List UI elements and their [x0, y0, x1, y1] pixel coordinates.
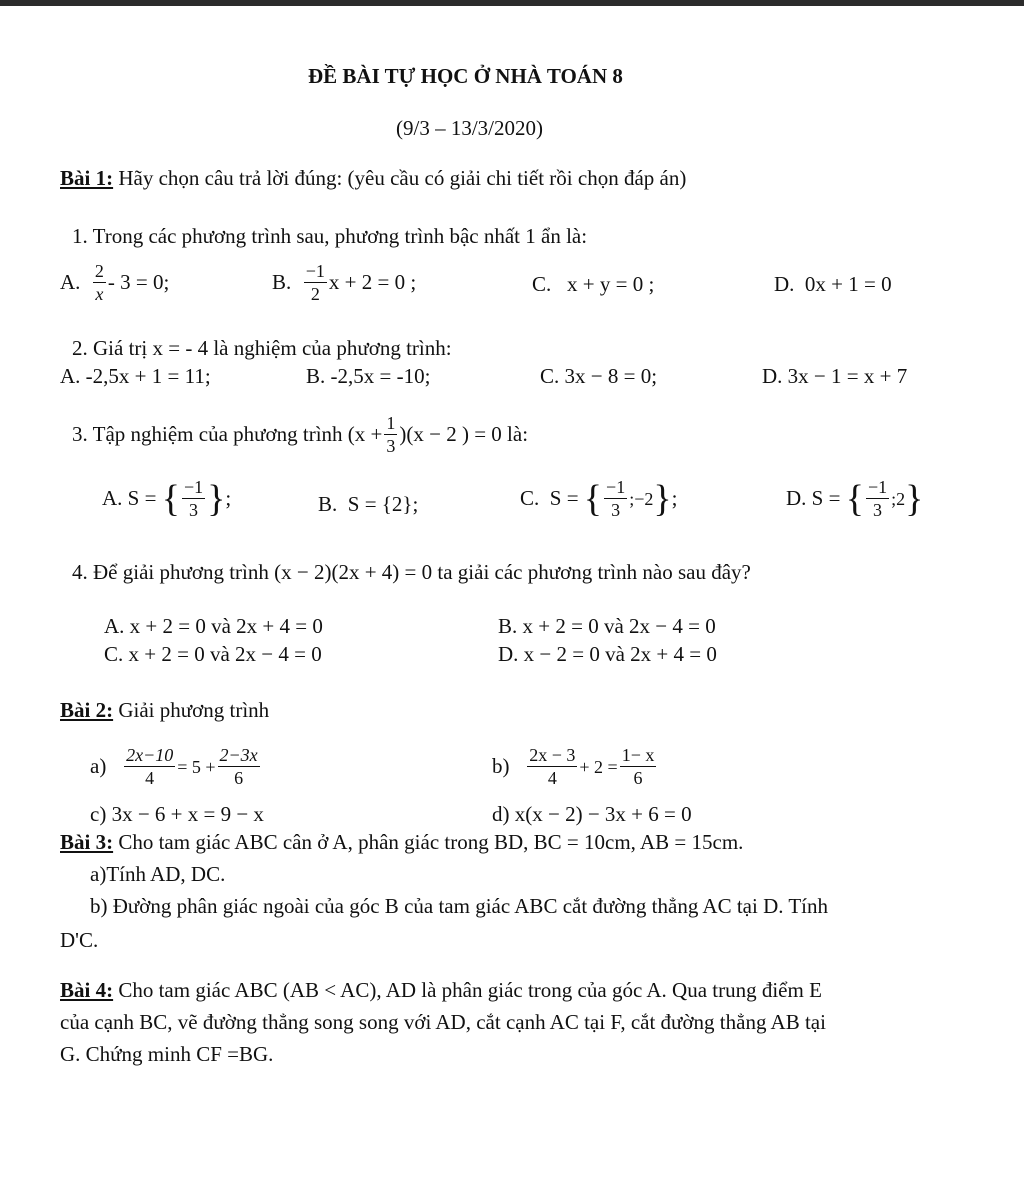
- q3-a-num: −1: [183, 477, 204, 497]
- q3-a-den: 3: [189, 500, 199, 520]
- q2-option-d: D. 3x − 1 = x + 7: [762, 364, 908, 388]
- bai2-a-frac1: [124, 746, 175, 787]
- q1-d-label: D.: [774, 272, 795, 296]
- bai2-b-frac1: [527, 746, 577, 787]
- bai2-b-num1: 2x − 3: [529, 745, 576, 765]
- q1-a-num: 2: [94, 261, 104, 281]
- q1-b-den: 2: [310, 284, 320, 304]
- q4-option-b: B. x + 2 = 0 và 2x − 4 = 0: [498, 614, 716, 638]
- q1-b-fraction: [304, 262, 327, 303]
- left-brace-icon: {: [583, 477, 603, 520]
- bai4-line1: [60, 980, 822, 1001]
- q1-option-b: [272, 262, 416, 303]
- q3-stem: [72, 414, 528, 455]
- q2-stem: 2. Giá trị x = - 4 là nghiệm của phương trình:: [72, 336, 452, 360]
- q3-option-d: [786, 478, 923, 519]
- q3-d-fraction: [866, 478, 889, 519]
- q3-d-den: 3: [873, 500, 883, 520]
- q1-c-text: x + y = 0 ;: [567, 272, 655, 296]
- bai2-a-label: a): [90, 754, 107, 778]
- q1-a-rest: - 3 = 0;: [107, 270, 170, 294]
- q3-a-label: A.: [102, 486, 123, 510]
- right-brace-icon: }: [207, 477, 226, 520]
- bai1-instruction: Hãy chọn câu trả lời đúng: (yêu cầu có giải chi tiết rồi chọn đáp án): [118, 166, 687, 190]
- bai2-a-num2: 2−3x: [219, 745, 258, 765]
- q3-stem-before: 3. Tập nghiệm của phương trình (x +: [72, 422, 383, 446]
- q3-stem-num: 1: [386, 413, 396, 433]
- bai4-line3: G. Chứng minh CF =BG.: [60, 1042, 274, 1066]
- bai3-part-b-line1: b) Đường phân giác ngoài của góc B của tam giác ABC cắt đường thẳng AC tại D. Tính: [90, 894, 829, 918]
- right-brace-icon: }: [653, 477, 672, 520]
- bai2-b-den1: 4: [547, 768, 557, 788]
- bai2-part-d: d) x(x − 2) − 3x + 6 = 0: [492, 802, 692, 826]
- bai2-a-frac2: [218, 746, 260, 787]
- q1-b-rest: x + 2 = 0 ;: [328, 270, 417, 294]
- q3-option-c: [520, 478, 677, 519]
- q3-d-num: −1: [867, 477, 888, 497]
- q2-option-b: B. -2,5x = -10;: [306, 364, 431, 388]
- top-border: [0, 0, 1024, 6]
- q1-option-c: [532, 274, 654, 295]
- date-range: (9/3 – 13/3/2020): [396, 116, 543, 140]
- bai3-text: Cho tam giác ABC cân ở A, phân giác trong BD, BC = 10cm, AB = 15cm.: [118, 830, 744, 854]
- left-brace-icon: {: [161, 477, 180, 520]
- q3-a-s: S =: [127, 486, 157, 510]
- q3-stem-den: 3: [386, 436, 396, 456]
- q1-a-fraction: [93, 262, 106, 303]
- q1-option-d: [774, 274, 892, 295]
- bai3-label: Bài 3:: [60, 830, 114, 854]
- bai2-part-a: [90, 746, 262, 787]
- bai2-b-num2: 1− x: [621, 745, 655, 765]
- bai2-a-num1: 2x−10: [126, 745, 174, 765]
- bai2-a-mid: = 5 +: [177, 756, 216, 777]
- bai3-heading: [60, 832, 743, 853]
- bai2-a-den1: 4: [145, 768, 155, 788]
- q3-c-rest: ;−2: [629, 488, 654, 509]
- q3-c-end: ;: [671, 486, 678, 510]
- q3-option-b: [318, 494, 418, 515]
- q3-c-den: 3: [611, 500, 621, 520]
- q3-c-s: S =: [549, 486, 579, 510]
- q3-b-label: B.: [318, 492, 338, 516]
- q3-c-num: −1: [606, 477, 626, 497]
- q3-d-s: S =: [811, 486, 841, 510]
- q1-b-label: B.: [272, 270, 292, 294]
- right-brace-icon: }: [905, 477, 924, 520]
- bai2-heading: [60, 700, 269, 721]
- bai2-b-den2: 6: [633, 768, 643, 788]
- bai2-instruction: Giải phương trình: [118, 698, 270, 722]
- left-brace-icon: {: [845, 477, 864, 520]
- bai3-part-b-line2: D'C.: [60, 928, 99, 952]
- q3-option-a: [102, 478, 231, 519]
- bai2-a-den2: 6: [234, 768, 244, 788]
- q4-stem: 4. Để giải phương trình (x − 2)(2x + 4) = 0 ta giải các phương trình nào sau đây?: [72, 560, 751, 584]
- q2-option-c: C. 3x − 8 = 0;: [540, 364, 658, 388]
- bai1-label: Bài 1:: [60, 166, 114, 190]
- q1-option-a: [60, 262, 169, 303]
- bai1-heading: [60, 168, 686, 189]
- q2-option-a: A. -2,5x + 1 = 11;: [60, 364, 211, 388]
- q3-c-label: C.: [520, 486, 540, 510]
- q1-stem: 1. Trong các phương trình sau, phương trình bậc nhất 1 ẩn là:: [72, 224, 588, 248]
- q1-b-num: −1: [305, 261, 325, 281]
- bai2-b-mid: + 2 =: [579, 756, 618, 777]
- q4-option-a: A. x + 2 = 0 và 2x + 4 = 0: [104, 614, 323, 638]
- q3-a-end: ;: [225, 486, 232, 510]
- q3-d-rest: ;2: [891, 488, 906, 509]
- q1-d-text: 0x + 1 = 0: [804, 272, 892, 296]
- bai2-label: Bài 2:: [60, 698, 114, 722]
- q3-stem-fraction: [384, 414, 397, 455]
- bai2-part-b: [492, 746, 658, 787]
- q3-c-fraction: [604, 478, 627, 519]
- bai2-part-c: c) 3x − 6 + x = 9 − x: [90, 802, 264, 826]
- q1-a-den: x: [95, 284, 104, 304]
- q4-option-d: D. x − 2 = 0 và 2x + 4 = 0: [498, 642, 717, 666]
- page-title: ĐỀ BÀI TỰ HỌC Ở NHÀ TOÁN 8: [308, 64, 623, 88]
- bai2-b-label: b): [492, 754, 510, 778]
- bai2-b-frac2: [620, 746, 657, 787]
- bai3-part-a: a)Tính AD, DC.: [90, 862, 226, 886]
- q1-a-label: A.: [60, 270, 81, 294]
- q1-c-label: C.: [532, 272, 552, 296]
- q4-option-c: C. x + 2 = 0 và 2x − 4 = 0: [104, 642, 322, 666]
- bai4-label: Bài 4:: [60, 978, 114, 1002]
- bai4-line2: của cạnh BC, vẽ đường thẳng song song với AD, cắt cạnh AC tại F, cắt đường thẳng AB tại: [60, 1010, 826, 1034]
- q3-a-fraction: [182, 478, 205, 519]
- q3-stem-after: )(x − 2 ) = 0 là:: [399, 422, 529, 446]
- q3-b-text: S = {2};: [347, 492, 419, 516]
- q3-d-label: D.: [786, 486, 807, 510]
- bai4-text-line1: Cho tam giác ABC (AB < AC), AD là phân giác trong của góc A. Qua trung điểm E: [118, 978, 822, 1002]
